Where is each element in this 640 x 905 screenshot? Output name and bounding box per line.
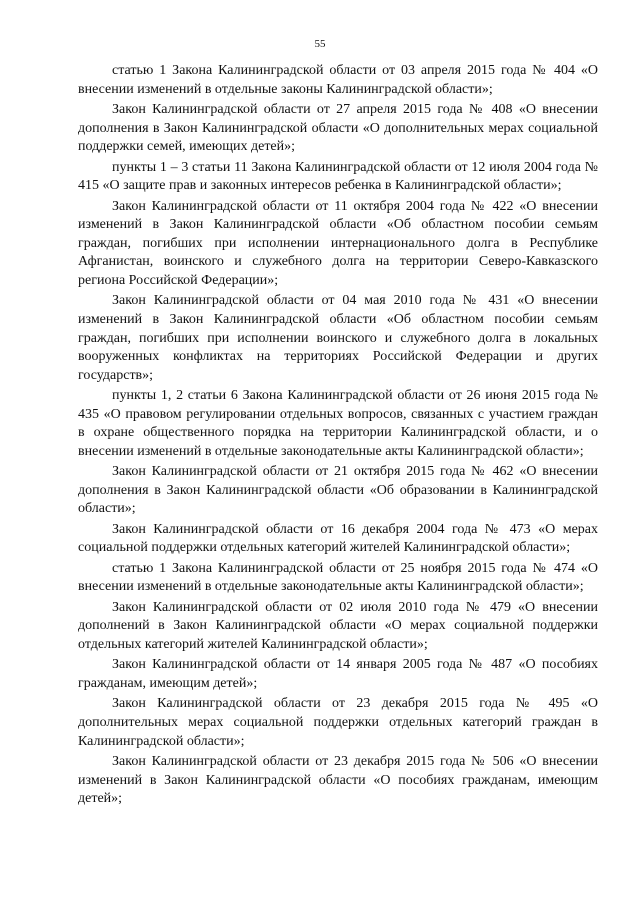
page-number: 55: [314, 38, 326, 50]
paragraph: статью 1 Закона Калининградской области от 03 апреля 2015 года № 404 «О внесении изменений в отдельные законы Калининградской области»;: [78, 63, 598, 97]
paragraph: Закон Калининградской области от 04 мая 2010 года № 431 «О внесении изменений в Закон Калининградской области «Об областном пособии семьям граждан, погибших при исполнении воинского и служебного долга в локальных вооруженных конфликтах на территориях Российской Федерации и других государств»;: [78, 293, 598, 383]
paragraph: пункты 1 – 3 статьи 11 Закона Калининградской области от 12 июля 2004 года № 415 «О защите прав и законных интересов ребенка в Калининградской области»;: [78, 159, 598, 194]
paragraph: Закон Калининградской области от 16 декабря 2004 года № 473 «О мерах социальной поддержки отдельных категорий жителей Калининградской области»;: [78, 521, 598, 556]
paragraph: Закон Калининградской области от 21 октября 2015 года № 462 «О внесении дополнения в Закон Калининградской области «Об образовании в Калининградской области»;: [78, 464, 598, 517]
paragraph: статью 1 Закона Калининградской области от 25 ноября 2015 года № 474 «О внесении изменений в отдельные законодательные акты Калининградской области»;: [78, 560, 598, 595]
paragraph: Закон Калининградской области от 27 апреля 2015 года № 408 «О внесении дополнения в Закон Калининградской области «О дополнительных мерах социальной поддержки семей, имеющих детей»;: [78, 101, 598, 155]
document-body: [78, 62, 598, 811]
paragraph: Закон Калининградской области от 23 декабря 2015 года № 506 «О внесении изменений в Закон Калининградской области «О пособиях гражданам, имеющим детей»;: [78, 753, 598, 807]
paragraph: пункты 1, 2 статьи 6 Закона Калининградской области от 26 июня 2015 года № 435 «О правовом регулировании отдельных вопросов, связанных с участием граждан в охране общественного порядка на территории Калининградской области, и о внесении изменений в отдельные законодательные акты Калининградской области»;: [78, 388, 598, 459]
paragraph: Закон Калининградской области от 23 декабря 2015 года № 495 «О дополнительных мерах социальной поддержки отдельных категорий граждан в Калининградской области»;: [78, 696, 598, 749]
paragraph: Закон Калининградской области от 11 октября 2004 года № 422 «О внесении изменений в Закон Калининградской области «Об областном пособии семьям граждан, погибших при исполнении интернационального долга в Республике Афганистан, воинского и служебного долга на территории Северо-Кавказского региона Российской Федерации»;: [78, 198, 598, 288]
paragraph: Закон Калининградской области от 14 января 2005 года № 487 «О пособиях гражданам, имеющим детей»;: [78, 657, 598, 691]
paragraph: Закон Калининградской области от 02 июля 2010 года № 479 «О внесении дополнений в Закон Калининградской области «О мерах социальной поддержки отдельных категорий жителей Калининградской области»;: [78, 599, 598, 652]
